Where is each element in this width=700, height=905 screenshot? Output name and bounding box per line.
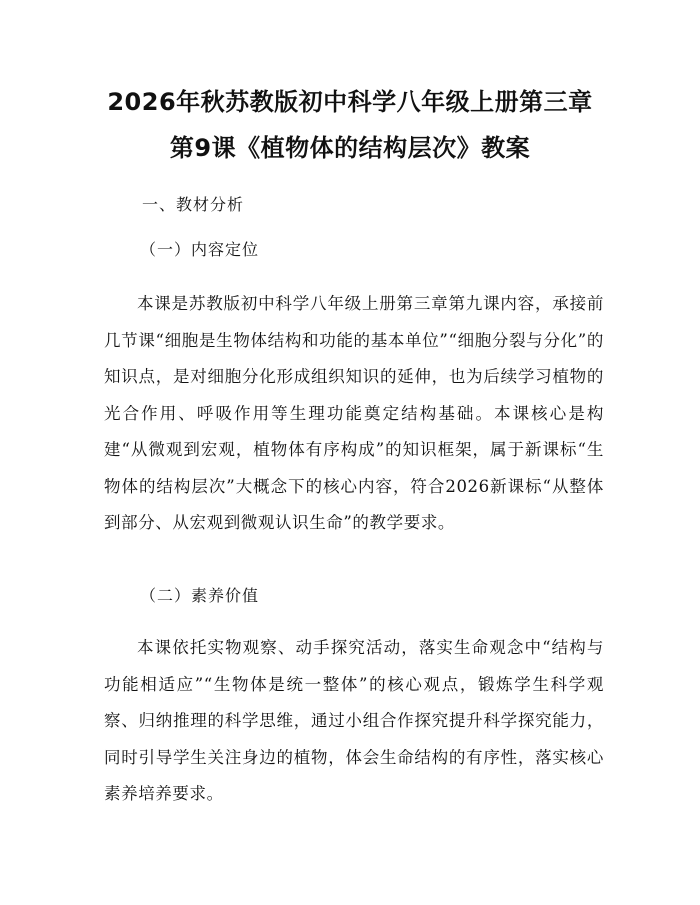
paragraph-literacy-value: 本课依托实物观察、动手探究活动，落实生命观念中“结构与功能相适应”“生物体是统一整体”的核心观点，锻炼学生科学观察、归纳推理的科学思维，通过小组合作探究提升科学探究能力，同时引导学生关注身边的植物，体会生命结构的有序性，落实核心素养培养要求。 <box>104 638 604 803</box>
document-title-line-2: 第9课《植物体的结构层次》教案 <box>169 134 531 162</box>
paragraph-content-positioning: 本课是苏教版初中科学八年级上册第三章第九课内容，承接前几节课“细胞是生物体结构和功能的基本单位”“细胞分裂与分化”的知识点，是对细胞分化形成组织知识的延伸，也为后续学习植物的光合作用、呼吸作用等生理功能奠定结构基础。本课核心是构建“从微观到宏观，植物体有序构成”的知识框架，属于新课标“生物体的结构层次”大概念下的核心内容，符合2026新课标“从整体到部分、从宏观到微观认识生命”的教学要求。 <box>104 294 604 532</box>
subsection-heading-content-positioning: （一）内容定位 <box>140 240 260 259</box>
section-heading-textbook-analysis: 一、教材分析 <box>142 195 245 214</box>
subsection-heading-literacy-value: （二）素养价值 <box>140 586 260 605</box>
document-title-line-1: 2026年秋苏教版初中科学八年级上册第三章 <box>107 88 593 116</box>
